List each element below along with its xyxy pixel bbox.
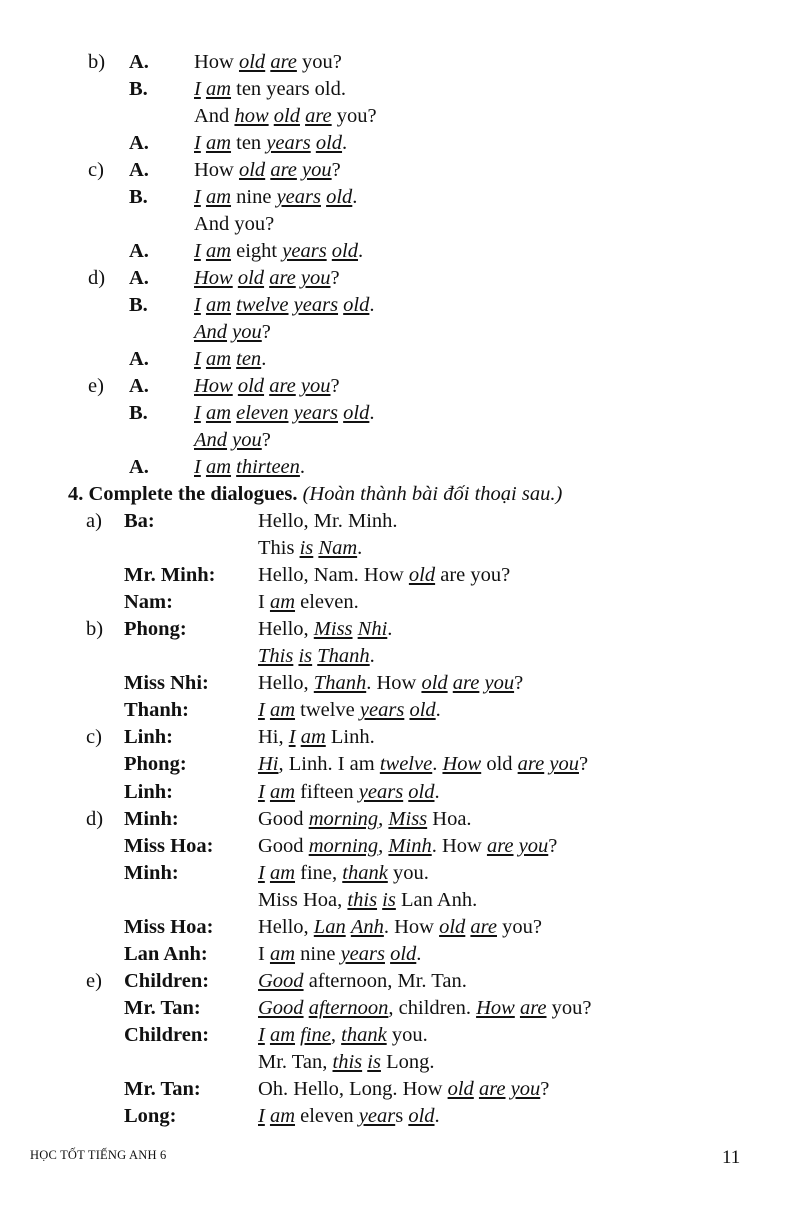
dialogue-text: Miss Hoa, this is Lan Anh.: [258, 888, 478, 911]
dialogue-line: [88, 265, 800, 292]
dialogue-line: [86, 751, 800, 778]
dialogue-line: [86, 1103, 800, 1130]
section-subtitle: (Hoàn thành bài đối thoại sau.): [302, 483, 563, 505]
speaker-label: Linh:: [124, 726, 173, 749]
dialogue-text: Good afternoon, children. How are you?: [258, 996, 592, 1019]
dialogue-text: How old are you?: [194, 159, 341, 181]
speaker-label: Miss Hoa:: [124, 915, 214, 938]
speaker-label: B.: [129, 78, 148, 100]
speaker-label: Minh:: [124, 807, 179, 830]
dialogue-text: Hello, Miss Nhi.: [258, 618, 393, 641]
item-letter: e): [88, 375, 104, 397]
dialogue-text: Hi, Linh. I am twelve. How old are you?: [258, 753, 589, 776]
item-letter: a): [86, 510, 102, 532]
item-letter: d): [86, 807, 104, 830]
dialogue-line: [86, 616, 800, 643]
dialogue-line: [86, 779, 800, 806]
speaker-label: A.: [129, 348, 149, 370]
dialogue-text: And how old are you?: [194, 105, 377, 127]
dialogue-line: [88, 184, 800, 211]
section-4-heading: [68, 481, 562, 508]
speaker-label: A.: [129, 267, 149, 289]
dialogue-text: I am fine, thank you.: [258, 861, 429, 884]
dialogue-text: I am nine years old.: [194, 186, 358, 208]
dialogue-text: Hello, Mr. Minh.: [258, 510, 398, 532]
dialogue-text: I am eleven years old.: [258, 1105, 440, 1128]
speaker-label: Children:: [124, 969, 210, 992]
dialogue-line: [86, 995, 800, 1022]
item-letter: b): [88, 51, 106, 73]
speaker-label: Phong:: [124, 753, 187, 776]
speaker-label: Miss Nhi:: [124, 672, 209, 695]
dialogue-line: [88, 427, 800, 454]
dialogue-line: [86, 670, 800, 697]
speaker-label: Thanh:: [124, 699, 189, 722]
dialogue-text: Good afternoon, Mr. Tan.: [258, 969, 467, 992]
dialogue-text: I am ten years old.: [194, 132, 348, 154]
dialogue-line: [88, 373, 800, 400]
dialogue-line: [88, 76, 800, 103]
dialogue-text: Hello, Nam. How old are you?: [258, 564, 511, 587]
dialogue-line: [88, 292, 800, 319]
dialogue-line: [88, 238, 800, 265]
speaker-label: B.: [129, 186, 148, 208]
dialogue-line: [88, 454, 800, 481]
speaker-label: A.: [129, 375, 149, 397]
dialogue-text: I am twelve years old.: [258, 699, 441, 722]
dialogue-line: [86, 941, 800, 968]
dialogue-text: I am fifteen years old.: [258, 780, 440, 803]
speaker-label: Mr. Tan:: [124, 1078, 201, 1101]
speaker-label: A.: [129, 132, 149, 154]
item-letter: e): [86, 969, 102, 992]
dialogue-text: I am fine, thank you.: [258, 1023, 428, 1046]
item-letter: c): [86, 726, 102, 749]
speaker-label: B.: [129, 402, 148, 424]
speaker-label: A.: [129, 240, 149, 262]
dialogue-line: [86, 833, 800, 860]
speaker-label: Nam:: [124, 591, 173, 614]
dialogue-line: [88, 346, 800, 373]
dialogue-text: I am eight years old.: [194, 240, 364, 262]
dialogue-line: [88, 130, 800, 157]
dialogue-text: Good morning, Miss Hoa.: [258, 807, 472, 830]
dialogue-line: [86, 643, 800, 670]
dialogue-text: Mr. Tan, this is Long.: [258, 1051, 435, 1073]
speaker-label: Children:: [124, 1023, 210, 1046]
dialogue-line: [88, 103, 800, 130]
section-number: 4.: [68, 483, 84, 505]
dialogue-text: And you?: [194, 321, 271, 343]
dialogue-text: I am ten years old.: [194, 78, 347, 100]
speaker-label: Miss Hoa:: [124, 834, 214, 857]
speaker-label: Phong:: [124, 618, 187, 641]
dialogue-text: This is Thanh.: [258, 645, 375, 668]
dialogue-text: I am eleven.: [258, 591, 359, 614]
dialogue-line: [88, 157, 800, 184]
dialogue-line: [86, 914, 800, 941]
dialogue-text: Oh. Hello, Long. How old are you?: [258, 1078, 550, 1101]
dialogue-text: And you?: [194, 213, 275, 235]
dialogue-text: Good morning, Minh. How are you?: [258, 834, 558, 857]
dialogue-line: [86, 1022, 800, 1049]
dialogue-line: [86, 508, 800, 535]
dialogue-text: How old are you?: [194, 267, 340, 289]
item-letter: b): [86, 618, 104, 641]
dialogue-line: [86, 1049, 800, 1076]
dialogue-line: [86, 535, 800, 562]
dialogue-text: How old are you?: [194, 375, 340, 397]
item-letter: d): [88, 267, 106, 289]
speaker-label: Ba:: [124, 510, 155, 532]
speaker-label: B.: [129, 294, 148, 316]
section-title: Complete the dialogues.: [88, 483, 298, 505]
speaker-label: Minh:: [124, 861, 179, 884]
speaker-label: Mr. Minh:: [124, 564, 216, 587]
speaker-label: Lan Anh:: [124, 942, 208, 965]
speaker-label: Mr. Tan:: [124, 996, 201, 1019]
dialogue-text: Hello, Thanh. How old are you?: [258, 672, 524, 695]
item-letter: c): [88, 159, 104, 181]
dialogue-line: [86, 724, 800, 751]
dialogue-text: Hi, I am Linh.: [258, 726, 375, 749]
dialogue-text: How old are you?: [194, 51, 342, 73]
dialogue-line: [86, 562, 800, 589]
dialogue-line: [88, 400, 800, 427]
dialogue-text: And you?: [194, 429, 271, 451]
dialogue-line: [86, 887, 800, 914]
speaker-label: A.: [129, 159, 149, 181]
speaker-label: Long:: [124, 1105, 177, 1128]
dialogue-line: [86, 860, 800, 887]
dialogue-line: [88, 49, 800, 76]
dialogue-text: I am twelve years old.: [194, 294, 375, 316]
speaker-label: Linh:: [124, 780, 173, 803]
dialogue-line: [88, 319, 800, 346]
dialogue-text: Hello, Lan Anh. How old are you?: [258, 915, 542, 938]
footer-book-title: HỌC TỐT TIẾNG ANH 6: [30, 1148, 167, 1162]
dialogue-text: I am thirteen.: [194, 456, 306, 478]
dialogue-line: [86, 1076, 800, 1103]
dialogue-line: [88, 211, 800, 238]
page-number: 11: [722, 1147, 741, 1168]
dialogue-text: I am eleven years old.: [194, 402, 375, 424]
dialogue-line: [86, 697, 800, 724]
dialogue-line: [86, 806, 800, 833]
speaker-label: A.: [129, 456, 149, 478]
dialogue-line: [86, 589, 800, 616]
dialogue-text: I am ten.: [194, 348, 267, 370]
dialogue-text: I am nine years old.: [258, 942, 422, 965]
dialogue-text: This is Nam.: [258, 537, 363, 560]
speaker-label: A.: [129, 51, 149, 73]
dialogue-line: [86, 968, 800, 995]
